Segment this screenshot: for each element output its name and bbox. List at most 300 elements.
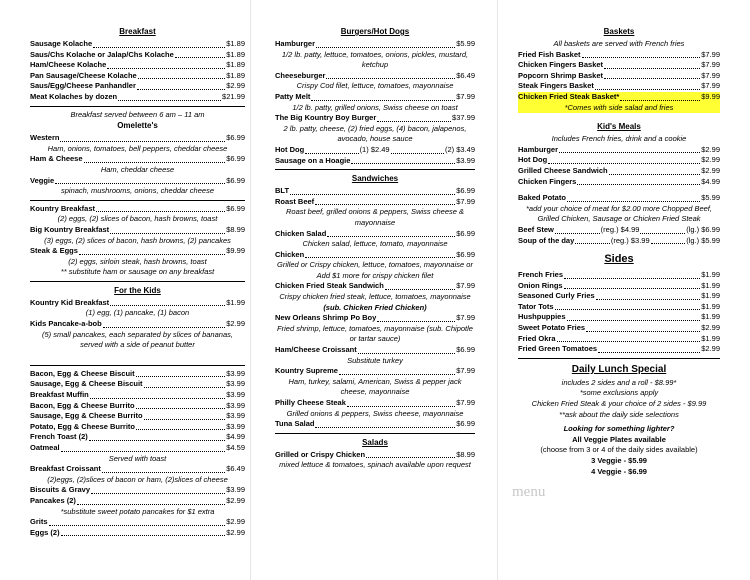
lunch-line: Chicken Fried Steak & your choice of 2 sides - $9.99 <box>531 399 707 409</box>
item-name: Soup of the day <box>518 235 575 245</box>
item-name: Tuna Salad <box>275 419 315 429</box>
leader-dots <box>79 254 225 255</box>
divider <box>275 433 475 434</box>
item-price: $6.99 <box>226 203 245 213</box>
leader-dots <box>311 100 455 101</box>
item-price: $1.89 <box>226 39 245 48</box>
item-name: Hamburger <box>518 144 559 154</box>
item-price: $2.99 <box>701 144 720 154</box>
item-name: Veggie <box>30 175 55 185</box>
item-name: Biscuits & Gravy <box>30 485 91 495</box>
item-desc: 1/2 lb. patty, lettuce, tomatoes, onions, pickles, mustard, ketchup <box>281 49 469 70</box>
item-desc: *add your choice of meat for $2.00 more Chopped Beef, Grilled Chicken, Sausage or Chicken Fried Steak <box>526 203 712 224</box>
leader-dots <box>118 100 221 101</box>
menu-row <box>30 246 245 257</box>
item-name: Beef Stew <box>518 224 554 234</box>
kids-meal-list <box>518 145 720 187</box>
baskets-title: Baskets <box>603 27 635 36</box>
item-name: Steak Fingers Basket <box>518 81 594 91</box>
item-name: Ham & Cheese <box>30 154 83 164</box>
item-name: Baked Potato <box>518 193 566 203</box>
item-price: $3.99 <box>226 485 245 495</box>
menu-row <box>275 186 475 197</box>
menu-row <box>30 528 245 539</box>
lunch-line: includes 2 sides and a roll - $8.99* <box>561 377 677 387</box>
item-name: Seasoned Curly Fries <box>518 291 595 301</box>
leader-dots <box>548 163 700 164</box>
menu-row <box>30 81 245 92</box>
leader-dots <box>326 78 455 79</box>
item-price: $1.89 <box>226 70 245 80</box>
item-price: $1.99 <box>701 270 720 280</box>
item-desc: Ham, turkey, salami, American, Swiss & pepper jack cheese, mayonnaise <box>288 376 462 397</box>
leader-dots <box>596 299 701 300</box>
item-name: Ham/Cheese Croissant <box>275 345 357 355</box>
leader-dots <box>351 163 455 164</box>
menu-row <box>30 379 245 390</box>
leader-dots <box>559 152 700 153</box>
item-name: Kountry Supreme <box>275 366 338 376</box>
item-desc: 1/2 lb. patty, grilled onions, Swiss cheese on toast <box>292 102 458 112</box>
item-desc: (2) eggs, sirloin steak, hash browns, toast <box>68 256 207 266</box>
menu-row <box>518 236 720 247</box>
item-price: $6.99 <box>456 186 475 196</box>
item-name: Chicken Fingers <box>518 176 577 186</box>
omelette-list <box>30 133 245 197</box>
item-name: Chicken Fried Steak Basket* <box>518 91 620 101</box>
lunch-special-title: Daily Lunch Special <box>571 363 667 375</box>
leader-dots <box>102 472 225 473</box>
item-desc: mixed lettuce & tomatoes, spinach available upon request <box>279 460 471 470</box>
fold-line-right <box>497 0 498 580</box>
leader-dots <box>316 47 455 48</box>
menu-row <box>275 281 475 292</box>
menu-row <box>30 71 245 82</box>
leader-dots <box>60 141 225 142</box>
item-price: $7.99 <box>701 60 720 70</box>
item-name: Bacon, Egg & Cheese Biscuit <box>30 368 135 378</box>
item-price: $1.99 <box>701 312 720 322</box>
menu-row <box>518 270 720 281</box>
item-name: Onion Rings <box>518 280 563 290</box>
watermark-logo: menu <box>512 484 546 500</box>
leader-dots <box>137 89 225 90</box>
item-price: $2.99 <box>701 323 720 333</box>
menu-row <box>518 291 720 302</box>
menu-row <box>30 176 245 187</box>
item-price: $5.99 <box>701 193 720 203</box>
leader-dots <box>49 525 226 526</box>
menu-row <box>275 345 475 356</box>
divider <box>30 200 245 201</box>
item-name: Chicken <box>275 249 305 259</box>
leader-dots <box>586 331 700 332</box>
item-name: Grilled or Crispy Chicken <box>275 449 366 459</box>
kids-meals-title: Kid's Meals <box>597 122 641 132</box>
item-name: Philly Cheese Steak <box>275 398 346 407</box>
item-desc <box>275 292 475 313</box>
leader-dots <box>595 89 700 90</box>
basket-list <box>518 50 720 92</box>
item-name: Chicken Fingers Basket <box>518 60 604 70</box>
menu-row <box>30 204 245 215</box>
item-price: $6.99 <box>226 154 245 164</box>
leader-dots <box>327 236 455 237</box>
menu-row <box>30 50 245 61</box>
menu-row <box>30 422 245 433</box>
menu-row <box>30 485 245 496</box>
item-desc: Grilled or Crispy chicken, lettuce, tomatoes, mayonnaise or Add $1 more for crispy chicken filet <box>277 260 473 280</box>
more-list <box>30 485 245 506</box>
menu-row <box>518 312 720 323</box>
item-price: $1.99 <box>701 291 720 301</box>
divider <box>275 169 475 170</box>
item-desc: (5) small pancakes, each separated by slices of bananas, served with a side of peanut butter <box>42 329 233 350</box>
item-desc: Ham, cheddar cheese <box>100 164 175 174</box>
menu-row <box>275 229 475 240</box>
sandwich-list <box>275 186 475 281</box>
menu-row <box>30 133 245 144</box>
menu-row <box>518 193 720 204</box>
item-price: $7.99 <box>701 70 720 80</box>
item-price-lg: (lg.) $6.99 <box>686 224 721 234</box>
leader-dots <box>77 504 225 505</box>
item-name: Patty Melt <box>275 91 311 101</box>
menu-row <box>275 71 475 82</box>
menu-row <box>30 401 245 412</box>
item-name: Fried Green Tomatoes <box>518 344 598 354</box>
sides-list <box>518 270 720 355</box>
item-price: $9.99 <box>701 91 720 101</box>
item-price: $7.99 <box>456 313 475 323</box>
sandwiches-title: Sandwiches <box>351 174 399 184</box>
item-desc: spinach, mushrooms, onions, cheddar cheese <box>60 186 214 196</box>
item-name: Sausage, Egg & Cheese Biscuit <box>30 379 143 389</box>
item-price: $7.99 <box>456 281 475 291</box>
cfs-basket-note: *Comes with side salad and fries <box>518 103 720 114</box>
item-price: $2.99 <box>701 165 720 175</box>
pancake-note: *substitute sweet potato pancakes for $1 extra <box>60 506 215 516</box>
leader-dots <box>651 243 686 244</box>
item-name: Hot Dog <box>275 144 305 154</box>
veggie-sub: (choose from 3 or 4 of the daily sides available) <box>540 445 698 455</box>
burgers-title: Burgers/Hot Dogs <box>340 27 410 36</box>
item-price: $7.99 <box>456 398 475 407</box>
menu-row <box>275 419 475 430</box>
item-price: $7.99 <box>456 366 475 376</box>
item-desc-text: Crispy chicken fried steak, lettuce, tomatoes, mayonnaise <box>279 292 471 302</box>
divider <box>30 106 245 107</box>
menu-row <box>275 197 475 208</box>
item-price: $6.99 <box>456 419 475 429</box>
leader-dots <box>61 451 226 452</box>
item-price: $2.99 <box>701 344 720 354</box>
item-desc: Ham, onions, tomatoes, bell peppers, cheddar cheese <box>47 143 228 153</box>
leader-dots <box>315 427 455 428</box>
item-price: $1.99 <box>226 297 245 307</box>
sides-title: Sides <box>604 253 634 266</box>
item-price: $1.99 <box>701 280 720 290</box>
leader-dots <box>93 47 225 48</box>
item-name: Grilled Cheese Sandwich <box>518 165 608 175</box>
menu-row <box>30 432 245 443</box>
item-price-single: (1) $2.49 <box>359 144 390 154</box>
item-price: $6.99 <box>456 345 475 355</box>
leader-dots <box>567 201 700 202</box>
item-price: $4.99 <box>226 432 245 442</box>
item-name: Sausage, Egg & Cheese Burrito <box>30 411 143 421</box>
item-name: Tator Tots <box>518 301 554 311</box>
item-name: Fried Fish Basket <box>518 49 581 59</box>
menu-row <box>518 50 720 61</box>
item-name: Kountry Breakfast <box>30 203 96 213</box>
menu-row <box>275 250 475 261</box>
menu-row <box>30 319 245 330</box>
item-price: $6.49 <box>456 70 475 80</box>
item-name: Hamburger <box>275 39 316 48</box>
veggie-3: 3 Veggie - $5.99 <box>591 456 647 465</box>
leader-dots <box>567 320 701 321</box>
menu-row <box>30 411 245 422</box>
item-price: $8.99 <box>226 224 245 234</box>
kountry-list <box>30 204 245 268</box>
leader-dots <box>564 288 701 289</box>
item-name: Steak & Eggs <box>30 246 78 256</box>
item-price: $3.99 <box>456 155 475 165</box>
leader-dots <box>91 493 225 494</box>
menu-row <box>518 145 720 156</box>
kids-list <box>30 298 245 351</box>
item-desc: Roast beef, grilled onions & peppers, Swiss cheese & mayonnaise <box>285 207 464 227</box>
menu-row <box>30 369 245 380</box>
item-name: New Orleans Shrimp Po Boy <box>275 313 377 323</box>
leader-dots <box>582 57 701 58</box>
menu-row <box>518 334 720 345</box>
item-price: $7.99 <box>701 81 720 91</box>
leader-dots <box>290 194 455 195</box>
kids-meals-note: Includes French fries, drink and a cookie <box>551 134 687 144</box>
menu-row <box>518 60 720 71</box>
menu-row <box>518 177 720 188</box>
item-price: $7.99 <box>456 91 475 101</box>
item-price: $8.99 <box>456 449 475 459</box>
item-name: Western <box>30 133 60 143</box>
menu-row <box>518 225 720 236</box>
menu-row <box>30 39 245 50</box>
fold-line-left <box>250 0 251 580</box>
salads-title: Salads <box>362 437 388 447</box>
menu-row <box>30 464 245 475</box>
item-name: Potato, Egg & Cheese Burrito <box>30 421 136 431</box>
sandwich-list-2 <box>275 313 475 430</box>
leader-dots <box>564 278 700 279</box>
item-price: $2.99 <box>701 155 720 165</box>
leader-dots <box>107 68 225 69</box>
item-name: Bacon, Egg & Cheese Burrito <box>30 400 135 410</box>
menu-row <box>30 154 245 165</box>
breakfast-hours: Breakfast served between 6 am – 11 am <box>70 109 205 119</box>
item-price: $3.99 <box>226 411 245 421</box>
item-price: $3.99 <box>226 421 245 431</box>
item-price: $6.99 <box>456 228 475 238</box>
menu-row <box>30 443 245 454</box>
item-name: Cheeseburger <box>275 70 326 80</box>
item-price: $2.99 <box>226 527 245 537</box>
item-desc: Fried shrimp, lettuce, tomatoes, mayonnaise (sub. Chipotle or tartar sauce) <box>277 323 473 344</box>
column-baskets <box>518 22 720 477</box>
leader-dots <box>138 78 226 79</box>
item-name: Grits <box>30 517 48 527</box>
menu-row <box>275 39 475 50</box>
item-name: Chicken Fried Steak Sandwich <box>275 281 384 291</box>
item-name: Hot Dog <box>518 155 548 165</box>
item-desc: (3) eggs, (2) slices of bacon, hash browns, (2) pancakes <box>44 235 231 245</box>
menu-row <box>518 71 720 82</box>
menu-row <box>30 60 245 71</box>
item-name: BLT <box>275 186 290 196</box>
leader-dots <box>144 387 226 388</box>
lunch-special-list <box>518 378 720 420</box>
item-price: $6.99 <box>226 175 245 185</box>
leader-dots <box>89 440 225 441</box>
item-price: $3.99 <box>226 368 245 378</box>
leader-dots <box>136 429 225 430</box>
leader-dots <box>577 184 700 185</box>
leader-dots <box>575 243 610 244</box>
item-price-reg: (reg.) $3.99 <box>610 235 650 245</box>
leader-dots <box>136 376 226 377</box>
item-price-double: (2) $3.49 <box>444 144 476 154</box>
item-desc: (2)eggs, (2)slices of bacon or ham, (2)slices of cheese <box>47 474 228 484</box>
item-price: $2.99 <box>226 319 245 329</box>
item-name: Hushpuppies <box>518 312 566 322</box>
leader-dots <box>555 309 701 310</box>
leader-dots <box>339 374 455 375</box>
item-price: $2.99 <box>226 81 245 91</box>
item-name: Popcorn Shrimp Basket <box>518 70 604 80</box>
item-name: Saus/Chs Kolache or Jalap/Chs Kolache <box>30 49 174 59</box>
item-name: Sausage Kolache <box>30 39 93 48</box>
column-burgers <box>275 22 475 471</box>
column-breakfast <box>30 22 245 538</box>
item-desc: (1) egg, (1) pancake, (1) bacon <box>85 308 190 318</box>
menu-row <box>275 398 475 409</box>
item-name: Breakfast Muffin <box>30 390 89 400</box>
leader-dots <box>385 289 455 290</box>
menu-row <box>275 145 475 156</box>
divider <box>518 358 720 359</box>
leader-dots <box>61 535 226 536</box>
menu-row <box>30 225 245 236</box>
leader-dots <box>557 341 701 342</box>
menu-row <box>30 517 245 528</box>
item-price: $2.99 <box>226 517 245 527</box>
menu-row <box>518 166 720 177</box>
item-desc: Substitute turkey <box>347 355 403 365</box>
item-name: French Toast (2) <box>30 432 88 442</box>
item-name: Ham/Cheese Kolache <box>30 60 107 70</box>
item-price: $1.89 <box>226 60 245 70</box>
item-name: Fried Okra <box>518 333 556 343</box>
item-price: $9.99 <box>226 246 245 256</box>
leader-dots <box>609 174 701 175</box>
item-name: Chicken Salad <box>275 228 327 238</box>
item-desc-sub: (sub. Chicken Fried Chicken) <box>323 302 427 312</box>
leader-dots <box>55 183 225 184</box>
item-price-reg: (reg.) $4.99 <box>600 224 640 234</box>
item-desc: (2) eggs, (2) slices of bacon, hash browns, toast <box>57 214 218 224</box>
leader-dots <box>315 204 455 205</box>
divider <box>30 365 245 366</box>
leader-dots <box>136 408 226 409</box>
baskets-note: All baskets are served with French fries <box>553 39 685 48</box>
item-name: Saus/Egg/Cheese Panhandler <box>30 81 136 91</box>
item-price: $4.59 <box>226 443 245 452</box>
item-price: $1.89 <box>226 49 245 59</box>
leader-dots <box>347 406 455 407</box>
item-name: Sausage on a Hoagie <box>275 155 351 165</box>
leader-dots <box>391 153 444 154</box>
item-price: $7.99 <box>456 196 475 206</box>
item-name: Roast Beef <box>275 196 315 206</box>
burger-list <box>275 39 475 145</box>
leader-dots <box>305 257 455 258</box>
item-price: $21.99 <box>222 91 245 101</box>
menu-row <box>518 323 720 334</box>
leader-dots <box>144 419 226 420</box>
item-price: $2.99 <box>226 495 245 505</box>
kids-title: For the Kids <box>114 285 161 295</box>
leader-dots <box>110 233 225 234</box>
lunch-line: **ask about the daily side selections <box>559 409 679 419</box>
item-price: $4.99 <box>701 176 720 186</box>
menu-row <box>275 156 475 167</box>
item-desc: 2 lb. patty, cheese, (2) fried eggs, (4) bacon, jalapenos, avocado, house sauce <box>283 123 467 144</box>
leader-dots <box>90 398 225 399</box>
menu-row <box>275 113 475 124</box>
item-price: $1.99 <box>701 333 720 343</box>
menu-row <box>275 366 475 377</box>
omelette-title: Omelette's <box>117 121 158 131</box>
item-name: Kids Pancake-a-bob <box>30 319 102 329</box>
leader-dots <box>110 305 225 306</box>
veggie-4: 4 Veggie - $6.99 <box>591 466 647 476</box>
menu-row <box>30 496 245 507</box>
breakfast-title: Breakfast <box>119 27 156 36</box>
item-name: Pan Sausage/Cheese Kolache <box>30 70 137 80</box>
item-desc: Grilled onions & peppers, Swiss cheese, mayonnaise <box>286 408 464 418</box>
menu-row <box>518 81 720 92</box>
leader-dots <box>555 233 600 234</box>
divider <box>30 281 245 282</box>
veggie-title: All Veggie Plates available <box>572 434 666 444</box>
leader-dots <box>377 121 451 122</box>
breakfast-list <box>30 39 245 103</box>
item-name: Oatmeal <box>30 443 60 452</box>
menu-row <box>30 92 245 103</box>
menu-row <box>275 450 475 461</box>
leader-dots <box>358 353 456 354</box>
menu-row <box>30 390 245 401</box>
item-price: $3.99 <box>226 379 245 389</box>
item-price: $3.99 <box>226 390 245 400</box>
item-name: Eggs (2) <box>30 527 60 537</box>
item-price: $37.99 <box>452 113 475 123</box>
leader-dots <box>103 327 226 328</box>
lunch-line: *some exclusions apply <box>579 388 659 398</box>
breakfast-sandwich-list <box>30 369 245 454</box>
item-name: Big Kountry Breakfast <box>30 224 110 234</box>
